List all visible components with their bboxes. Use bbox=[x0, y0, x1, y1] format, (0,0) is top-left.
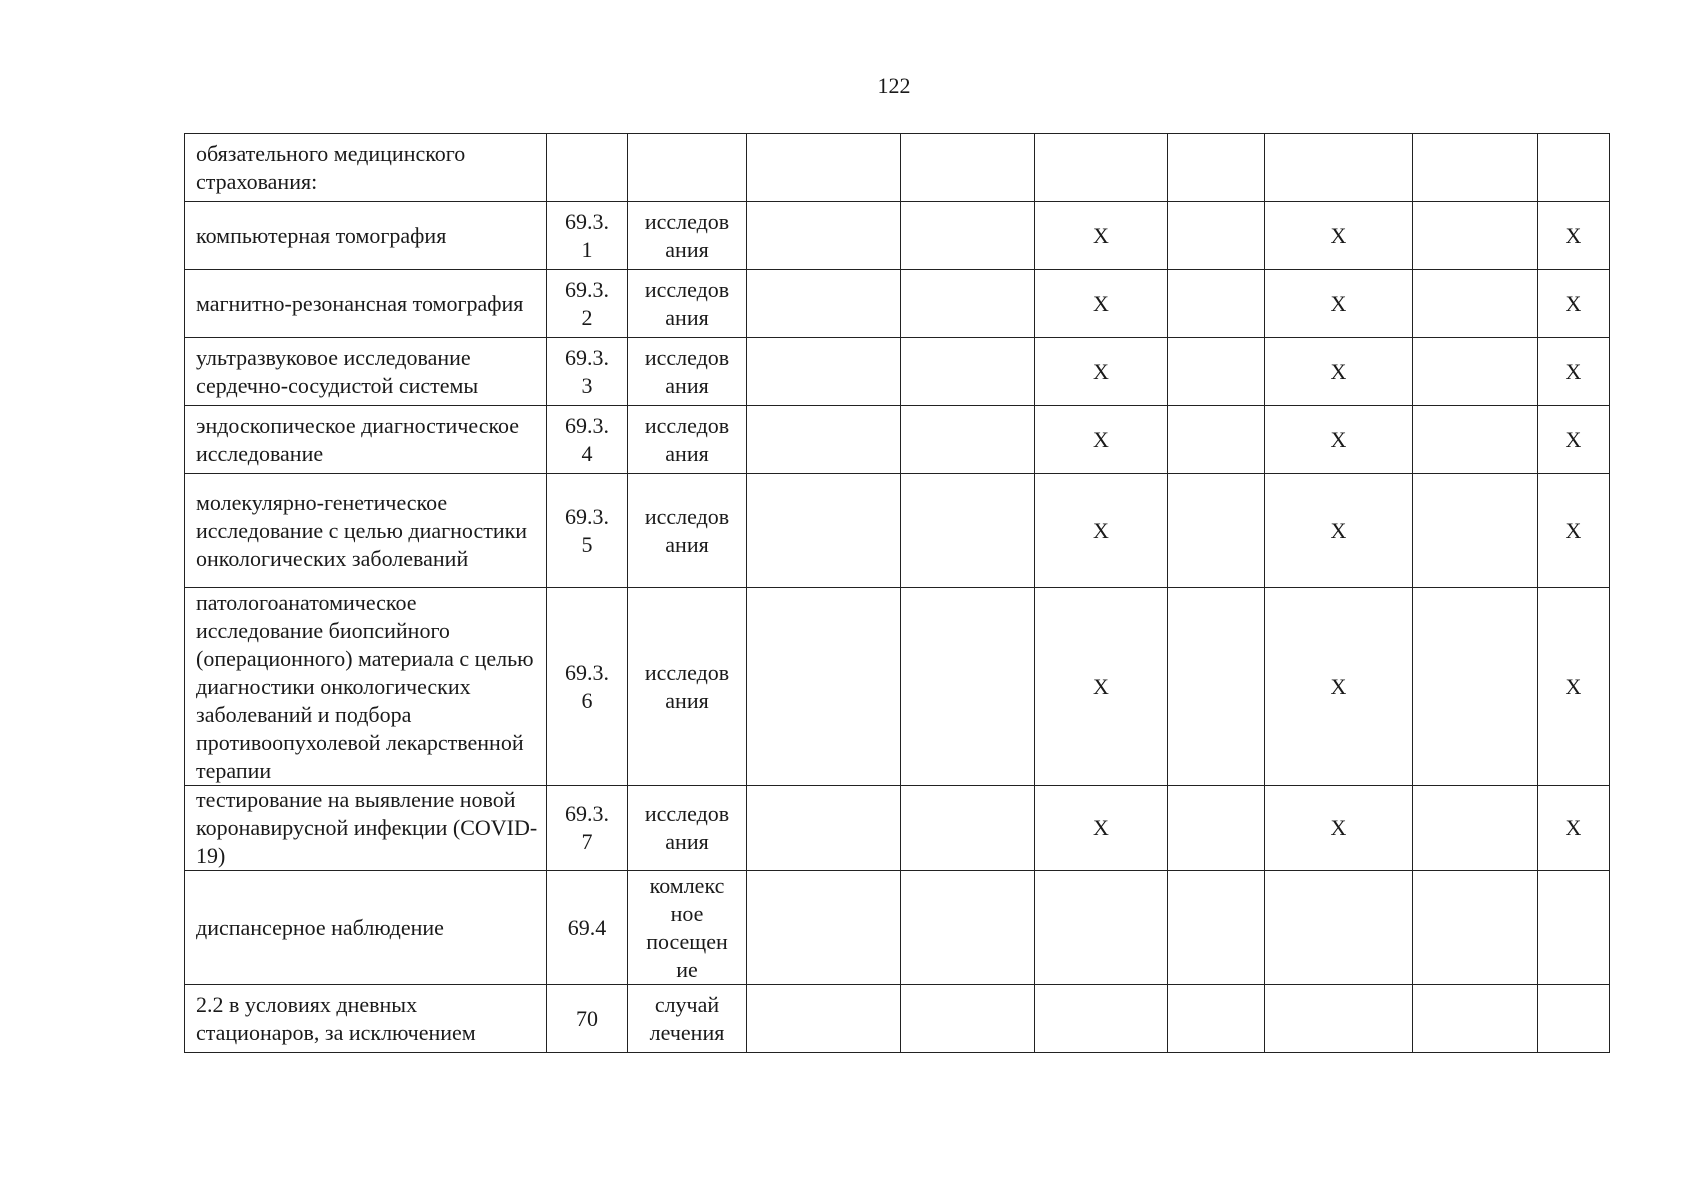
row-value-cell: X bbox=[1265, 202, 1413, 270]
row-value-cell bbox=[1168, 406, 1265, 474]
row-number-line: 69.3. bbox=[565, 659, 609, 685]
row-value-cell: X bbox=[1035, 474, 1168, 588]
row-unit-cell bbox=[628, 270, 747, 338]
row-unit-line: ания bbox=[665, 829, 709, 854]
row-value-cell bbox=[1168, 474, 1265, 588]
row-value-cell bbox=[1168, 338, 1265, 406]
row-value-cell: X bbox=[1035, 588, 1168, 786]
row-value-cell bbox=[1413, 202, 1538, 270]
row-value-cell bbox=[1168, 588, 1265, 786]
row-number-cell bbox=[547, 786, 628, 871]
row-value-cell bbox=[1413, 338, 1538, 406]
row-number-line: 6 bbox=[581, 687, 593, 713]
row-value-cell bbox=[1413, 474, 1538, 588]
row-value-cell bbox=[747, 134, 901, 202]
row-name-cell: молекулярно-генетическое исследование с целью диагностики онкологических заболеваний bbox=[185, 474, 547, 588]
row-unit-cell bbox=[628, 406, 747, 474]
row-number-line: 4 bbox=[581, 440, 593, 466]
row-value-cell bbox=[1413, 786, 1538, 871]
row-number-line: 7 bbox=[581, 829, 593, 854]
row-value-cell bbox=[747, 871, 901, 985]
row-value-cell bbox=[1538, 134, 1610, 202]
row-number-cell bbox=[547, 406, 628, 474]
row-name-cell: диспансерное наблюдение bbox=[185, 871, 547, 985]
row-number-line: 69.3. bbox=[565, 208, 609, 234]
row-value-cell bbox=[1413, 871, 1538, 985]
row-value-cell bbox=[901, 338, 1035, 406]
table-row bbox=[185, 338, 1610, 406]
row-unit-line: ания bbox=[665, 304, 709, 330]
row-value-cell bbox=[1168, 985, 1265, 1053]
row-value-cell bbox=[901, 871, 1035, 985]
table-row bbox=[185, 871, 1610, 985]
row-value-cell: X bbox=[1265, 406, 1413, 474]
row-unit-line: ания bbox=[665, 440, 709, 466]
row-unit-line: ания bbox=[665, 236, 709, 262]
row-number-line: 69.3. bbox=[565, 276, 609, 302]
row-value-cell: X bbox=[1538, 406, 1610, 474]
row-name-cell: магнитно-резонансная томография bbox=[185, 270, 547, 338]
row-unit-line: посещен bbox=[646, 928, 728, 954]
row-value-cell bbox=[901, 270, 1035, 338]
row-number-cell bbox=[547, 588, 628, 786]
row-name-cell: 2.2 в условиях дневных стационаров, за исключением bbox=[185, 985, 547, 1053]
row-value-cell bbox=[1035, 985, 1168, 1053]
row-value-cell: X bbox=[1265, 474, 1413, 588]
row-unit-cell bbox=[628, 786, 747, 871]
row-number-cell bbox=[547, 270, 628, 338]
row-value-cell bbox=[1168, 270, 1265, 338]
row-number-line: 69.3. bbox=[565, 801, 609, 826]
row-number-line: 5 bbox=[581, 531, 593, 557]
row-unit-line: исследов bbox=[644, 412, 730, 438]
row-value-cell bbox=[1413, 134, 1538, 202]
row-value-cell bbox=[901, 588, 1035, 786]
row-value-cell bbox=[1168, 871, 1265, 985]
row-value-cell: X bbox=[1265, 338, 1413, 406]
row-value-cell bbox=[747, 270, 901, 338]
table-row bbox=[185, 134, 1610, 202]
row-name-cell: ультразвуковое исследование сердечно-сосудистой системы bbox=[185, 338, 547, 406]
row-unit-line: исследов bbox=[644, 208, 730, 234]
row-value-cell: X bbox=[1538, 202, 1610, 270]
table-row bbox=[185, 406, 1610, 474]
table-row bbox=[185, 588, 1610, 786]
row-number-line: 1 bbox=[581, 236, 593, 262]
row-value-cell bbox=[901, 786, 1035, 871]
row-value-cell bbox=[901, 134, 1035, 202]
row-value-cell bbox=[747, 406, 901, 474]
row-unit-line: ания bbox=[665, 687, 709, 713]
row-value-cell bbox=[1413, 270, 1538, 338]
row-value-cell bbox=[1413, 985, 1538, 1053]
row-value-cell bbox=[901, 474, 1035, 588]
row-value-cell: X bbox=[1035, 786, 1168, 871]
row-number-cell bbox=[547, 985, 628, 1053]
row-unit-line: исследов bbox=[644, 344, 730, 370]
table-row bbox=[185, 474, 1610, 588]
row-unit-line: комлекс bbox=[649, 872, 725, 898]
table-row bbox=[185, 270, 1610, 338]
row-number-line: 69.3. bbox=[565, 412, 609, 438]
row-value-cell bbox=[747, 202, 901, 270]
table-row bbox=[185, 786, 1610, 871]
row-value-cell: X bbox=[1035, 406, 1168, 474]
row-number-line: 2 bbox=[581, 304, 593, 330]
row-value-cell: X bbox=[1265, 588, 1413, 786]
row-unit-line: исследов bbox=[644, 276, 730, 302]
row-unit-cell bbox=[628, 871, 747, 985]
row-value-cell bbox=[1168, 786, 1265, 871]
row-name-cell: тестирование на выявление новой коронавирусной инфекции (COVID-19) bbox=[185, 786, 547, 871]
row-value-cell: X bbox=[1538, 474, 1610, 588]
row-value-cell bbox=[901, 406, 1035, 474]
row-value-cell bbox=[901, 985, 1035, 1053]
table-row bbox=[185, 985, 1610, 1053]
row-value-cell: X bbox=[1265, 270, 1413, 338]
row-value-cell: X bbox=[1035, 202, 1168, 270]
row-unit-line: случай bbox=[654, 991, 720, 1017]
row-value-cell bbox=[1168, 202, 1265, 270]
row-value-cell bbox=[1538, 985, 1610, 1053]
row-value-cell bbox=[747, 338, 901, 406]
row-number-line: 69.4 bbox=[567, 914, 607, 940]
row-name-cell: обязательного медицинского страхования: bbox=[185, 134, 547, 202]
row-unit-cell bbox=[628, 202, 747, 270]
row-name-cell: компьютерная томография bbox=[185, 202, 547, 270]
row-value-cell: X bbox=[1035, 270, 1168, 338]
row-unit-line: исследов bbox=[644, 801, 730, 826]
row-unit-line: ное bbox=[670, 900, 704, 926]
row-value-cell bbox=[1168, 134, 1265, 202]
row-name-cell: патологоанатомическое исследование биопсийного (операционного) материала с целью диагностики онкологических заболеваний и подбора противоопухолевой лекарственной терапии bbox=[185, 588, 547, 786]
page-number: 122 bbox=[877, 73, 911, 98]
row-unit-cell bbox=[628, 588, 747, 786]
row-unit-cell bbox=[628, 338, 747, 406]
row-unit-line: ания bbox=[665, 372, 709, 398]
row-value-cell: X bbox=[1538, 338, 1610, 406]
row-value-cell bbox=[747, 985, 901, 1053]
data-table bbox=[184, 133, 1610, 1053]
row-number-cell bbox=[547, 871, 628, 985]
row-value-cell bbox=[747, 786, 901, 871]
row-value-cell bbox=[1265, 134, 1413, 202]
row-unit-line: исследов bbox=[644, 503, 730, 529]
row-value-cell bbox=[747, 474, 901, 588]
row-unit-line: ие bbox=[676, 956, 698, 982]
row-number-cell bbox=[547, 202, 628, 270]
row-value-cell bbox=[1265, 985, 1413, 1053]
row-number-cell bbox=[547, 474, 628, 588]
row-unit-line: ания bbox=[665, 531, 709, 557]
row-value-cell bbox=[1413, 588, 1538, 786]
row-value-cell: X bbox=[1538, 786, 1610, 871]
row-value-cell bbox=[747, 588, 901, 786]
row-unit-line: исследов bbox=[644, 659, 730, 685]
row-number-line: 3 bbox=[581, 372, 593, 398]
row-name-cell: эндоскопическое диагностическое исследование bbox=[185, 406, 547, 474]
row-unit-cell bbox=[628, 985, 747, 1053]
row-number-line: 69.3. bbox=[565, 344, 609, 370]
row-value-cell: X bbox=[1265, 786, 1413, 871]
row-value-cell: X bbox=[1538, 588, 1610, 786]
row-value-cell: X bbox=[1538, 270, 1610, 338]
row-value-cell bbox=[1265, 871, 1413, 985]
row-value-cell: X bbox=[1035, 338, 1168, 406]
row-value-cell bbox=[901, 202, 1035, 270]
row-number-cell bbox=[547, 338, 628, 406]
row-value-cell bbox=[1035, 134, 1168, 202]
row-value-cell bbox=[1413, 406, 1538, 474]
row-value-cell bbox=[1538, 871, 1610, 985]
row-number-line: 70 bbox=[576, 1005, 598, 1031]
row-unit-cell bbox=[628, 134, 747, 202]
row-unit-line: лечения bbox=[649, 1019, 725, 1045]
row-number-cell bbox=[547, 134, 628, 202]
table-row bbox=[185, 202, 1610, 270]
row-number-line: 69.3. bbox=[565, 503, 609, 529]
row-value-cell bbox=[1035, 871, 1168, 985]
row-unit-cell bbox=[628, 474, 747, 588]
